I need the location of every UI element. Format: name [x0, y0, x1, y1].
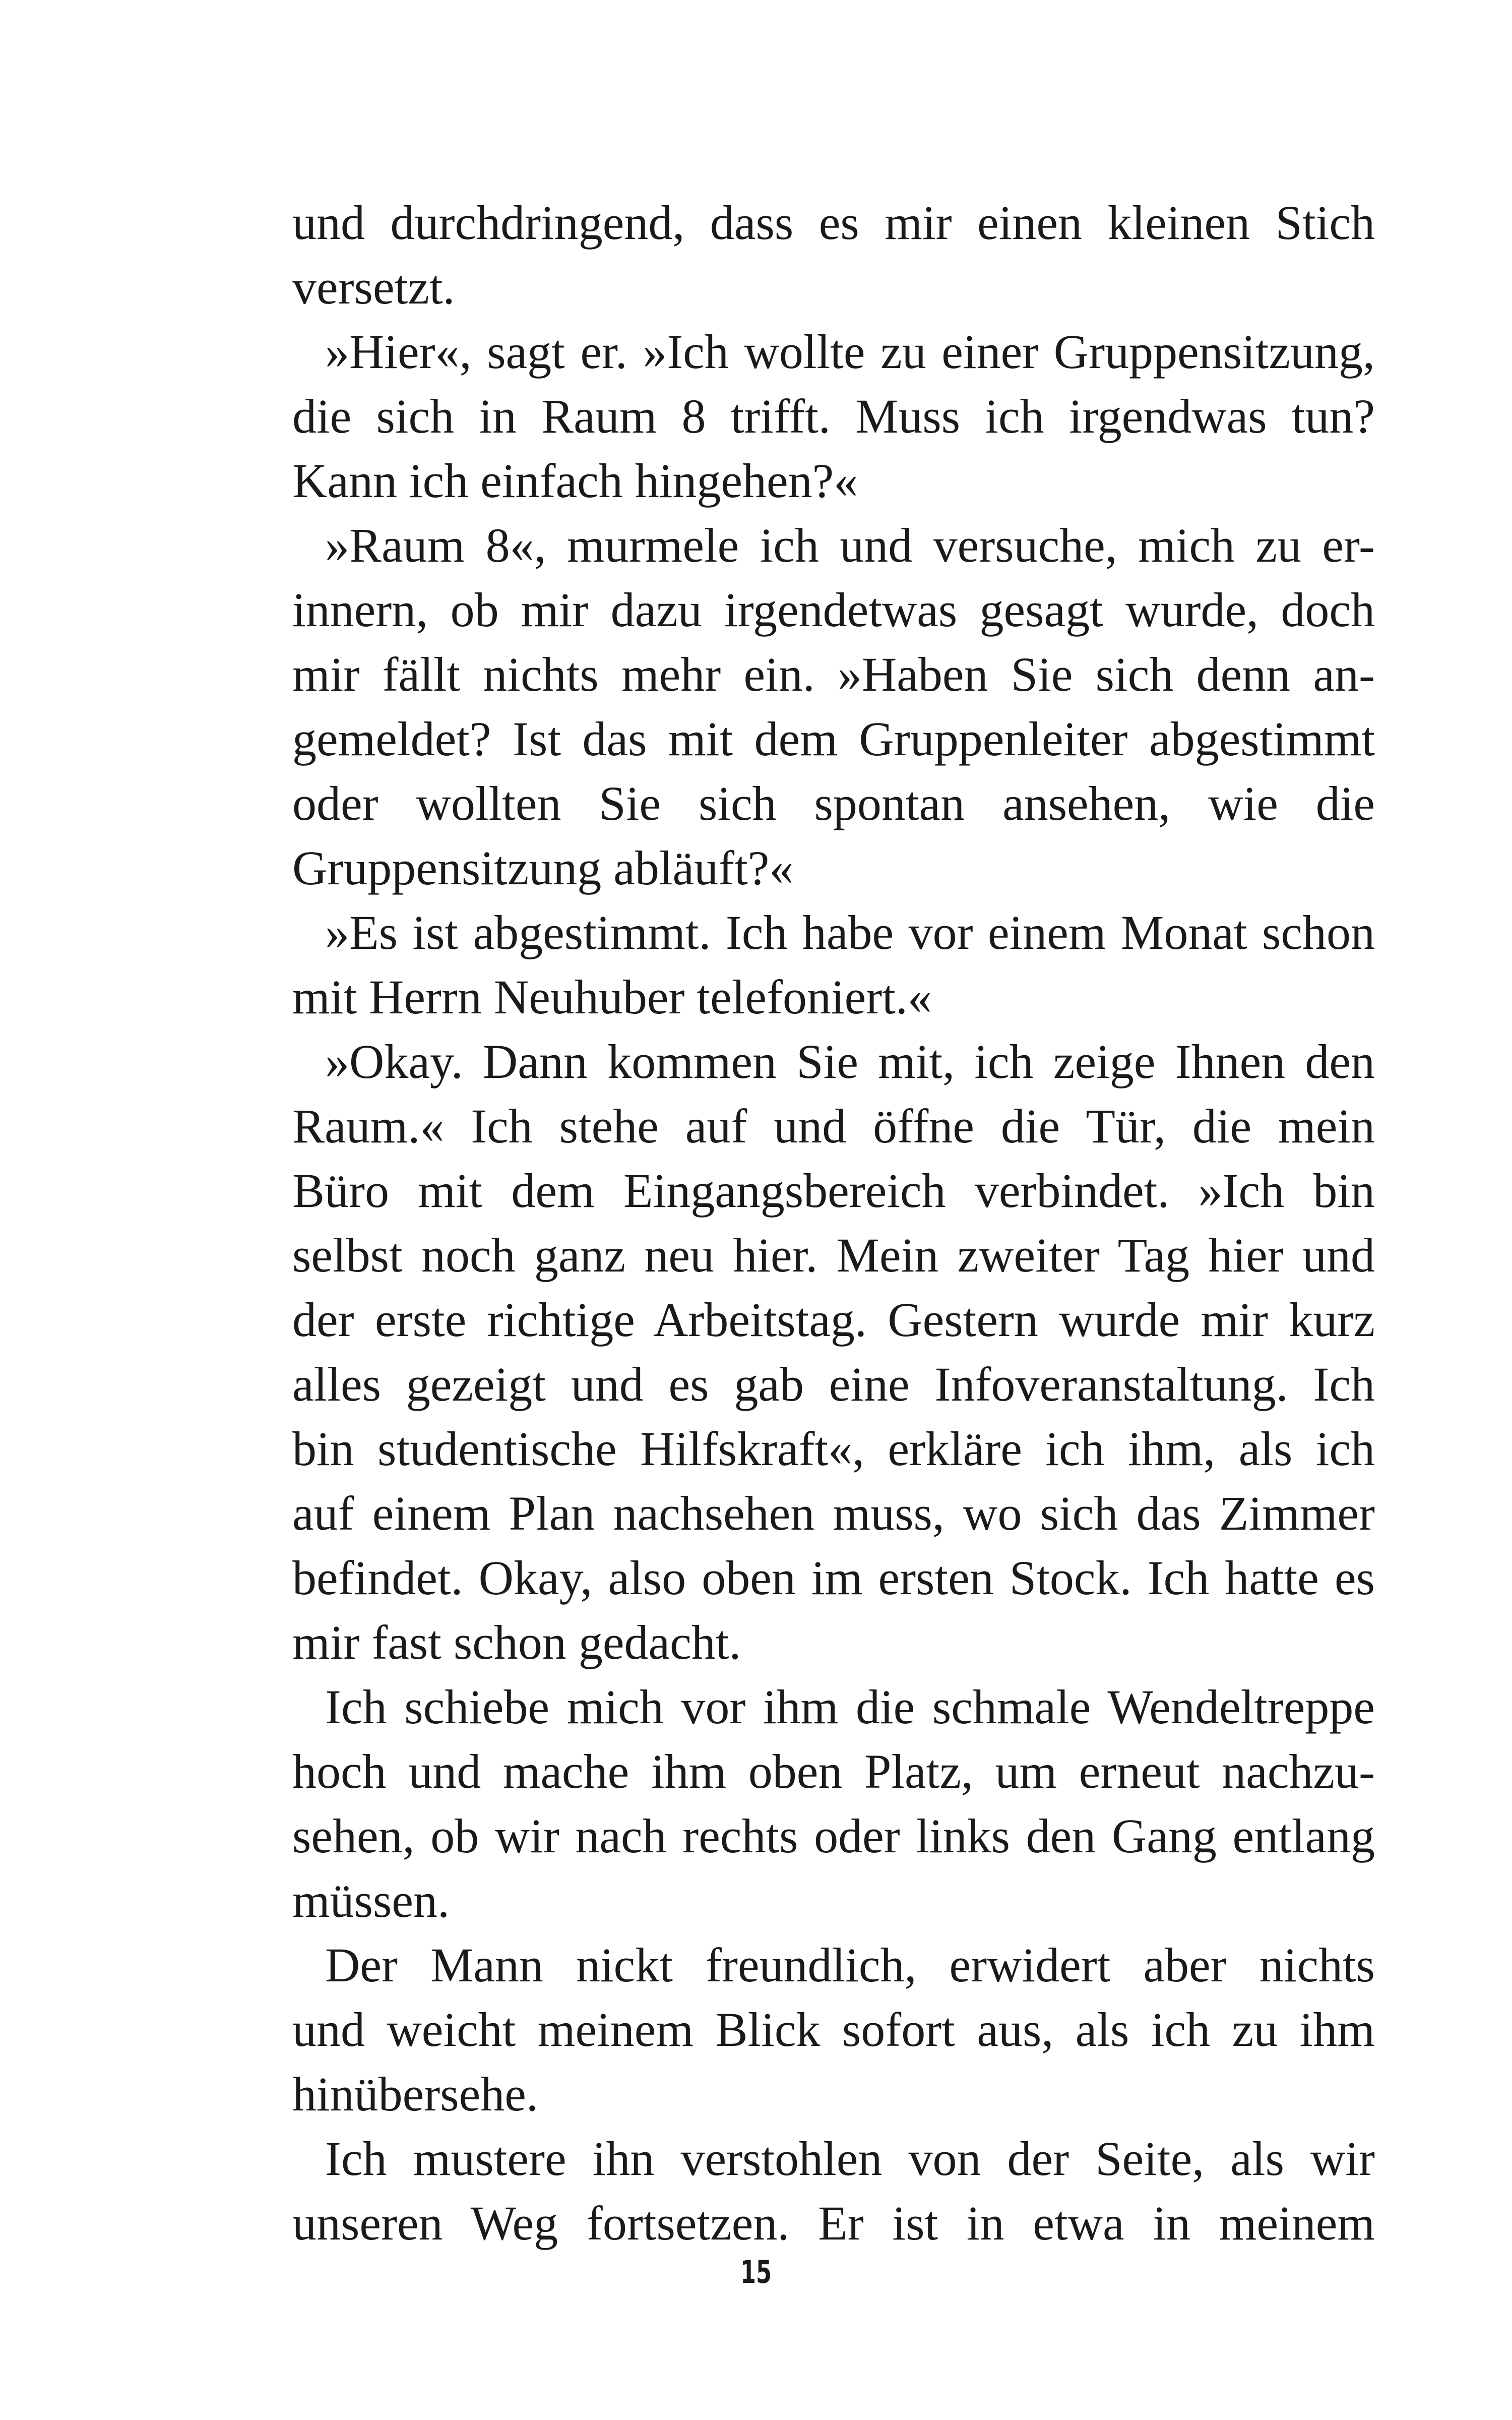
body-text — [292, 191, 1375, 2256]
text-line: versetzt. — [292, 260, 455, 314]
text-line: hinübersehe. — [292, 2067, 538, 2121]
text-line: alles gezeigt und es gab eine Infoveranstaltung. Ich — [292, 1357, 1375, 1411]
text-line: oder wollten Sie sich spontan ansehen, wie die — [292, 776, 1375, 830]
text-line: mir fällt nichts mehr ein. »Haben Sie sich denn an- — [292, 647, 1375, 701]
text-line: Büro mit dem Eingangsbereich verbindet. »Ich bin — [292, 1164, 1375, 1218]
text-line: »Hier«, sagt er. »Ich wollte zu einer Gruppensitzung, — [325, 325, 1375, 379]
text-line: »Okay. Dann kommen Sie mit, ich zeige Ihnen den — [325, 1035, 1375, 1088]
text-line: Raum.« Ich stehe auf und öffne die Tür, die mein — [292, 1099, 1375, 1153]
text-line: »Raum 8«, murmele ich und versuche, mich zu er- — [325, 518, 1375, 572]
text-line: innern, ob mir dazu irgendetwas gesagt wurde, doch — [292, 583, 1375, 637]
text-line: Ich mustere ihn verstohlen von der Seite, als wir — [325, 2132, 1375, 2186]
text-line: befindet. Okay, also oben im ersten Stock. Ich hatte es — [292, 1551, 1375, 1605]
text-line: bin studentische Hilfskraft«, erkläre ich ihm, als ich — [292, 1422, 1375, 1476]
text-line: mir fast schon gedacht. — [292, 1615, 741, 1669]
text-line: Ich schiebe mich vor ihm die schmale Wendeltreppe — [325, 1680, 1375, 1734]
text-line: und weicht meinem Blick sofort aus, als ich zu ihm — [292, 2003, 1375, 2056]
text-line: »Es ist abgestimmt. Ich habe vor einem Monat schon — [325, 905, 1375, 959]
text-line: müssen. — [292, 1873, 450, 1927]
text-line: auf einem Plan nachsehen muss, wo sich das Zimmer — [292, 1486, 1375, 1540]
text-line: und durchdringend, dass es mir einen kleinen Stich — [292, 196, 1375, 250]
text-line: selbst noch ganz neu hier. Mein zweiter Tag hier und — [292, 1228, 1375, 1282]
text-line: sehen, ob wir nach rechts oder links den Gang entlang — [292, 1809, 1375, 1863]
text-line: die sich in Raum 8 trifft. Muss ich irgendwas tun? — [292, 389, 1375, 443]
text-line: hoch und mache ihm oben Platz, um erneut nachzu- — [292, 1744, 1375, 1798]
text-line: der erste richtige Arbeitstag. Gestern wurde mir kurz — [292, 1293, 1375, 1347]
text-line: gemeldet? Ist das mit dem Gruppenleiter abgestimmt — [292, 712, 1375, 766]
text-line: mit Herrn Neuhuber telefoniert.« — [292, 970, 932, 1024]
text-line: Der Mann nickt freundlich, erwidert aber nichts — [325, 1938, 1375, 1992]
text-line: unseren Weg fortsetzen. Er ist in etwa in meinem — [292, 2196, 1375, 2250]
text-line: Gruppensitzung abläuft?« — [292, 841, 794, 895]
text-line: Kann ich einfach hingehen?« — [292, 454, 858, 508]
page-number: 15 — [740, 2254, 772, 2290]
